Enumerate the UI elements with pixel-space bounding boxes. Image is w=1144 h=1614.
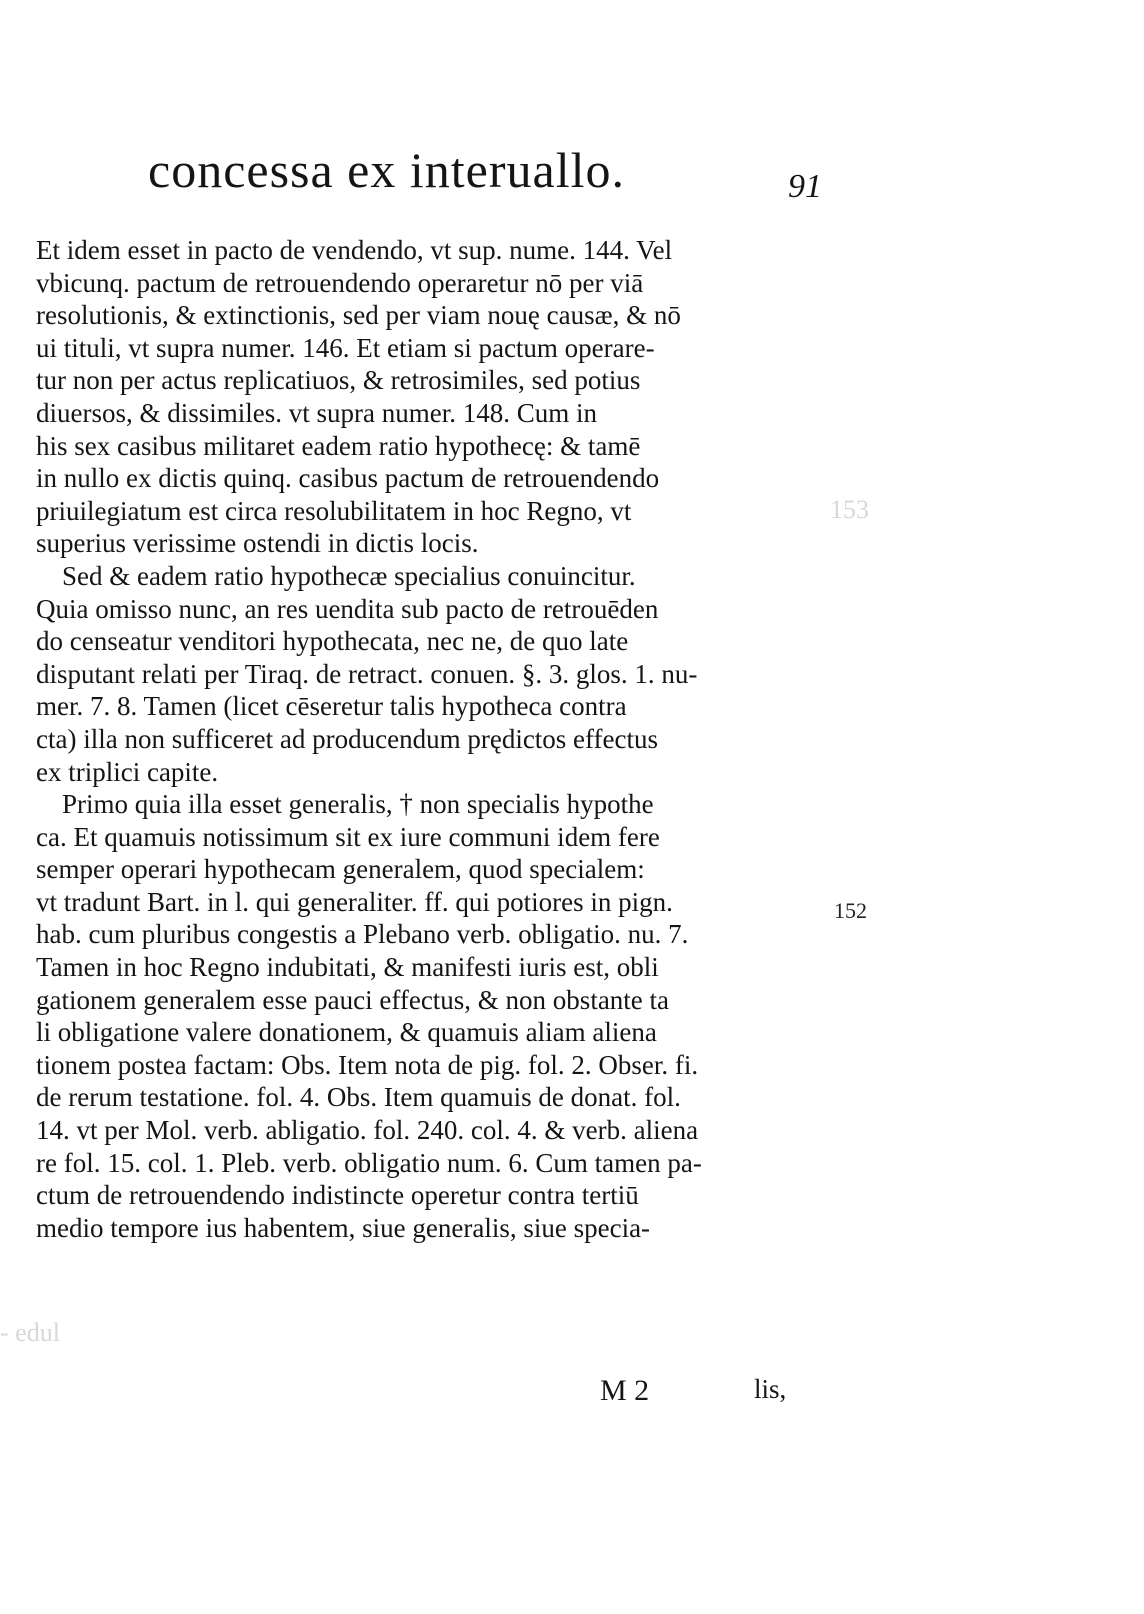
- text-line: hab. cum pluribus congestis a Plebano verb. obligatio. nu. 7.: [36, 919, 689, 950]
- text-line: ex triplici capite.: [36, 756, 219, 787]
- text-line: li obligatione valere donationem, & quamuis aliam aliena: [36, 1017, 657, 1048]
- text-line: superius verissime ostendi in dictis locis.: [36, 528, 479, 559]
- catchword: lis,: [754, 1374, 787, 1404]
- text-line: 14. vt per Mol. verb. abligatio. fol. 240. col. 4. & verb. aliena: [36, 1115, 699, 1146]
- text-line: Et idem esset in pacto de vendendo, vt sup. nume. 144. Vel: [36, 235, 673, 265]
- text-line: medio tempore ius habentem, siue generalis, siue specia-: [36, 1212, 651, 1243]
- bleed-through-mark: - edul: [0, 1318, 60, 1347]
- text-line: ctum de retrouendendo indistincte operetur contra tertiū: [36, 1180, 639, 1211]
- text-line: in nullo ex dictis quinq. casibus pactum de retrouendendo: [36, 463, 660, 494]
- text-line: de rerum testatione. fol. 4. Obs. Item quamuis de donat. fol.: [36, 1082, 681, 1113]
- text-line: ca. Et quamuis notissimum sit ex iure communi idem fere: [36, 821, 660, 852]
- page-footer: [0, 1374, 1144, 1414]
- text-line: mer. 7. 8. Tamen (licet cēseretur talis hypotheca contra: [36, 691, 627, 722]
- text-line: tionem postea factam: Obs. Item nota de pig. fol. 2. Obser. fi.: [36, 1049, 699, 1080]
- text-line: vt tradunt Bart. in l. qui generaliter. ff. qui potiores in pign.: [36, 886, 673, 917]
- signature-mark: M 2: [600, 1374, 650, 1407]
- text-line: Primo quia illa esset generalis, † non specialis hypothe: [62, 789, 654, 820]
- page-number: 91: [788, 168, 822, 205]
- text-line: vbicunq. pactum de retrouendendo operaretur nō per viā: [36, 267, 644, 298]
- text-line: disputant relati per Tiraq. de retract. conuen. §. 3. glos. 1. nu-: [36, 658, 698, 689]
- text-line: Quia omisso nunc, an res uendita sub pacto de retrouēden: [36, 593, 659, 624]
- marginal-number: 152: [834, 898, 867, 923]
- text-line: tur non per actus replicatiuos, & retrosimiles, sed potius: [36, 365, 641, 396]
- text-line: ui tituli, vt supra numer. 146. Et etiam si pactum operare-: [36, 332, 655, 363]
- body-text: [36, 234, 826, 1244]
- text-line: diuersos, & dissimiles. vt supra numer. 148. Cum in: [36, 397, 597, 428]
- text-line: priuilegiatum est circa resolubilitatem in hoc Regno, vt: [36, 495, 632, 526]
- text-line: resolutionis, & extinctionis, sed per viam nouę causæ, & nō: [36, 300, 681, 331]
- text-line: gationem generalem esse pauci effectus, & non obstante ta: [36, 984, 670, 1015]
- text-line: Tamen in hoc Regno indubitati, & manifesti iuris est, obli: [36, 952, 659, 983]
- running-head: concessa ex interuallo.: [148, 142, 625, 198]
- text-line: semper operari hypothecam generalem, quod specialem:: [36, 854, 645, 885]
- text-line: Sed & eadem ratio hypothecæ specialius conuincitur.: [62, 560, 636, 591]
- text-line: cta) illa non sufficeret ad producendum prędictos effectus: [36, 723, 659, 754]
- text-line: do censeatur venditori hypothecata, nec ne, de quo late: [36, 626, 629, 657]
- bleed-through-mark: 153: [830, 495, 869, 524]
- text-line: his sex casibus militaret eadem ratio hypothecę: & tamē: [36, 430, 641, 461]
- text-line: re fol. 15. col. 1. Pleb. verb. obligatio num. 6. Cum tamen pa-: [36, 1147, 702, 1178]
